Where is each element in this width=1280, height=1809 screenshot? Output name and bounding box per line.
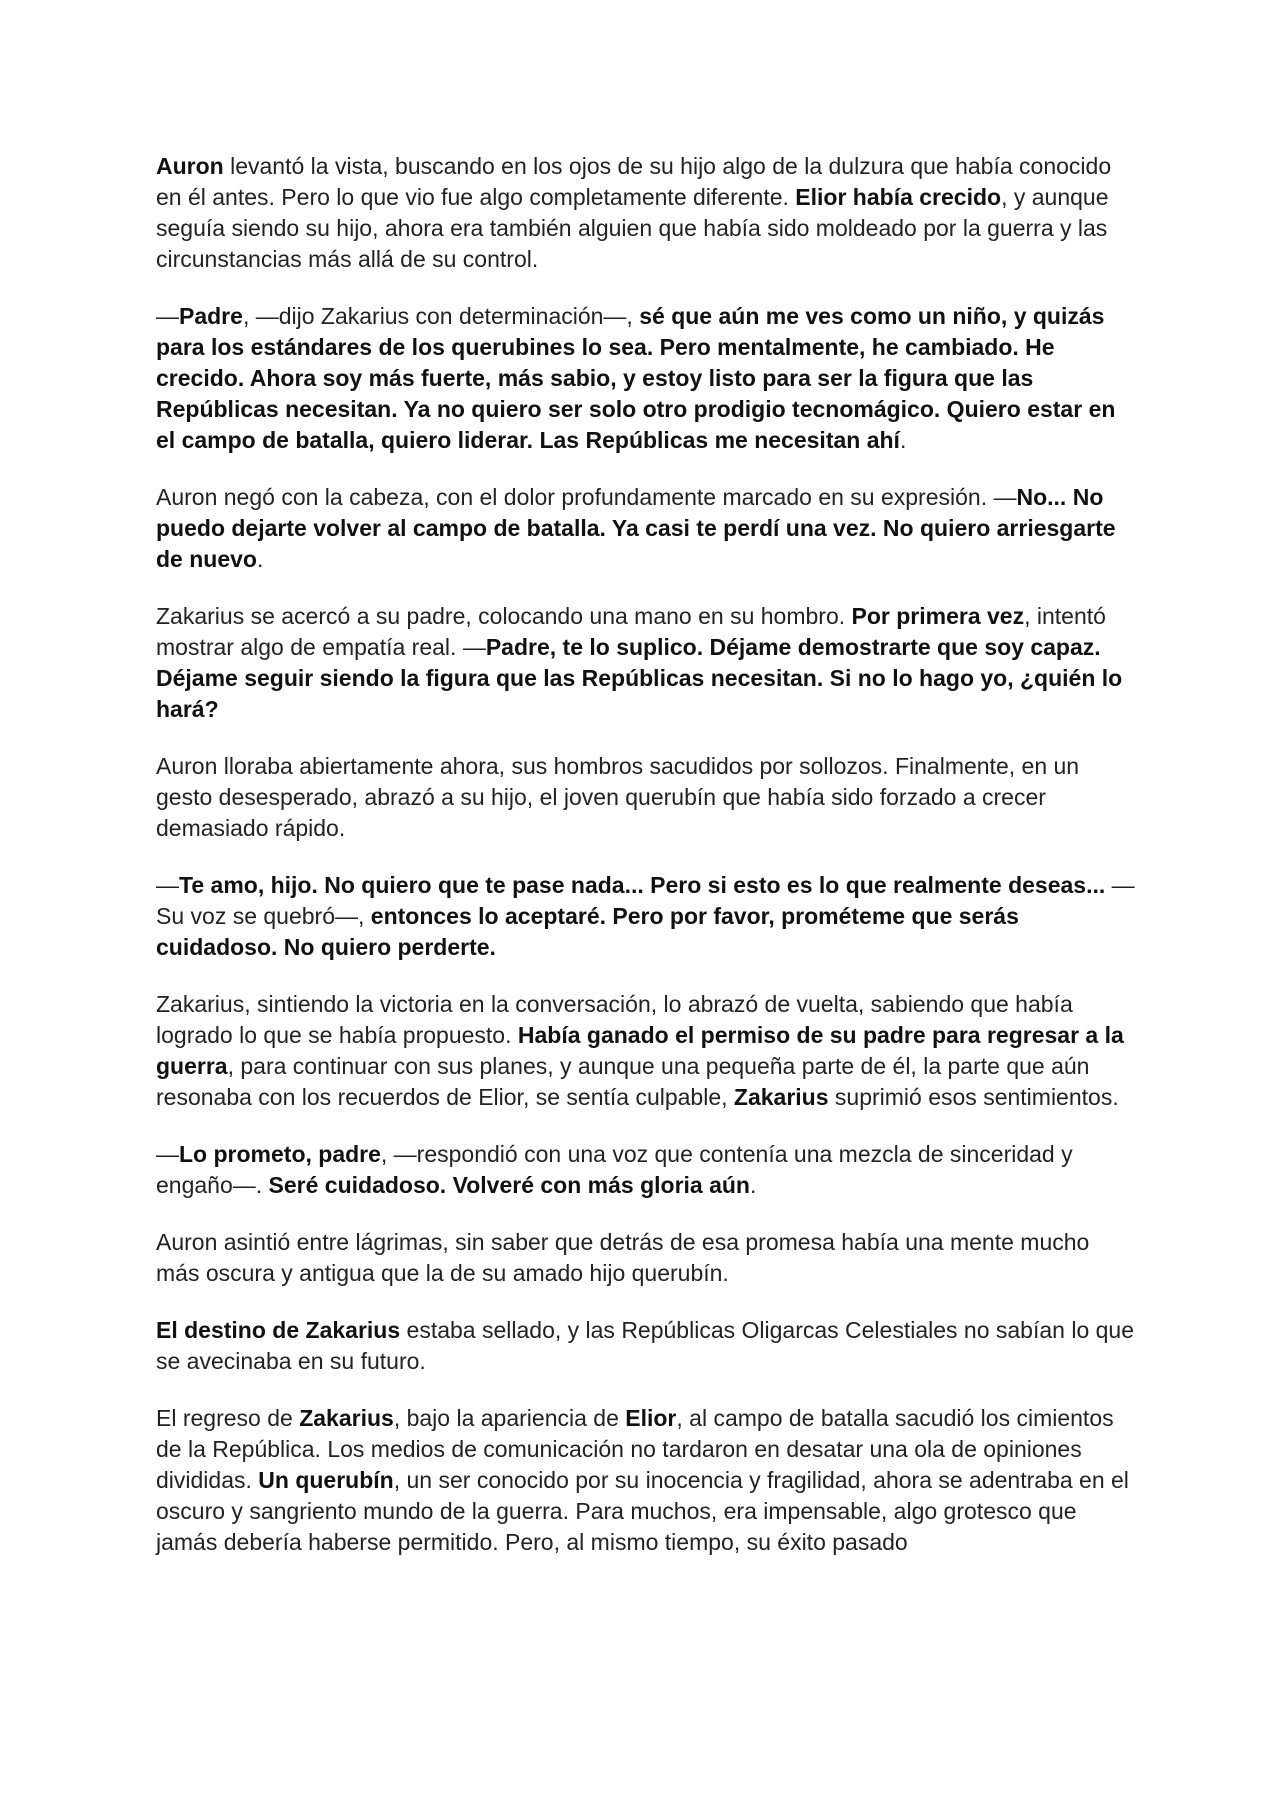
text-run: . (256, 546, 264, 572)
text-run: No... No puedo dejarte volver al campo de batalla. Ya casi te perdí una vez. No quiero arriesgarte de nuevo (156, 484, 1116, 572)
text-run: , para continuar con sus planes, y aunque una pequeña parte de él, la parte que aún resonaba con los recuerdos de Elior, se sentía culpable, (156, 1053, 1090, 1110)
paragraph-8 (156, 1139, 1136, 1201)
paragraph-7 (156, 989, 1136, 1113)
text-run: — (156, 872, 179, 898)
text-run: Auron lloraba abiertamente ahora, sus hombros sacudidos por sollozos. Finalmente, en un gesto desesperado, abrazó a su hijo, el joven querubín que había sido forzado a crecer demasiado rápido. (156, 753, 1080, 841)
text-run: , bajo la apariencia de (393, 1405, 626, 1431)
text-run: , un ser conocido por su inocencia y fragilidad, ahora se adentraba en el oscuro y sangriento mundo de la guerra. Para muchos, era impensable, algo grotesco que jamás debería haberse permitido. Pero, al mismo tiempo, su éxito pasado (156, 1467, 1129, 1555)
paragraph-5 (156, 751, 1136, 844)
document-body (156, 151, 1136, 1584)
text-run: Zakarius (299, 1405, 394, 1431)
text-run: . (899, 427, 907, 453)
paragraph-4 (156, 601, 1136, 725)
text-run: , al campo de batalla sacudió los cimientos de la República. Los medios de comunicación no tardaron en desatar una ola de opiniones divididas. (156, 1405, 1114, 1493)
text-run: Zakarius, sintiendo la victoria en la conversación, lo abrazó de vuelta, sabiendo que había logrado lo que se había propuesto. (156, 991, 1073, 1048)
text-run: Auron negó con la cabeza, con el dolor profundamente marcado en su expresión. — (156, 484, 1017, 510)
text-run: . (749, 1172, 757, 1198)
text-run: Elior (625, 1405, 677, 1431)
text-run: Zakarius se acercó a su padre, colocando una mano en su hombro. (156, 603, 852, 629)
paragraph-6 (156, 870, 1136, 963)
paragraph-11 (156, 1403, 1136, 1558)
paragraph-9 (156, 1227, 1136, 1289)
text-run: sé que aún me ves como un niño, y quizás para los estándares de los querubines lo sea. Pero mentalmente, he cambiado. He crecido. Ahora soy más fuerte, más sabio, y estoy listo para ser la figura que las Repúblicas necesitan. Ya no quiero ser solo otro prodigio tecnomágico. Quiero estar en el campo de batalla, quiero liderar. Las Repúblicas me necesitan ahí (156, 303, 1116, 453)
text-run: —Su voz se quebró—, (156, 872, 1135, 929)
text-run: El destino de Zakarius (156, 1317, 401, 1343)
text-run: Había ganado el permiso de su padre para regresar a la guerra (156, 1022, 1124, 1079)
text-run: Te amo, hijo. No quiero que te pase nada... Pero si esto es lo que realmente deseas... (179, 872, 1106, 898)
paragraph-10 (156, 1315, 1136, 1377)
text-run: — (156, 303, 179, 329)
text-run: suprimió esos sentimientos. (828, 1084, 1119, 1110)
text-run: Zakarius (733, 1084, 829, 1110)
text-run: Seré cuidadoso. Volveré con más gloria aún (268, 1172, 750, 1198)
text-run: — (156, 1141, 179, 1167)
text-run: , —respondió con una voz que contenía una mezcla de sinceridad y engaño—. (156, 1141, 1073, 1198)
text-run: levantó la vista, buscando en los ojos de su hijo algo de la dulzura que había conocido en él antes. Pero lo que vio fue algo completamente diferente. (156, 153, 1112, 210)
paragraph-2 (156, 301, 1136, 456)
text-run: , —dijo Zakarius con determinación—, (242, 303, 640, 329)
text-run: , intentó mostrar algo de empatía real. — (156, 603, 1106, 660)
text-run: Un querubín (258, 1467, 394, 1493)
text-run: Auron asintió entre lágrimas, sin saber que detrás de esa promesa había una mente mucho más oscura y antigua que la de su amado hijo querubín. (156, 1229, 1090, 1286)
text-run: Padre, te lo suplico. Déjame demostrarte que soy capaz. Déjame seguir siendo la figura que las Repúblicas necesitan. Si no lo hago yo, ¿quién lo hará? (156, 634, 1123, 722)
text-run: El regreso de (156, 1405, 300, 1431)
text-run: Auron (156, 153, 224, 179)
text-run: estaba sellado, y las Repúblicas Oligarcas Celestiales no sabían lo que se avecinaba en su futuro. (156, 1317, 1135, 1374)
text-run: Padre (179, 303, 243, 329)
text-run: , y aunque seguía siendo su hijo, ahora era también alguien que había sido moldeado por la guerra y las circunstancias más allá de su control. (156, 184, 1109, 272)
paragraph-3 (156, 482, 1136, 575)
text-run: Lo prometo, padre (179, 1141, 381, 1167)
text-run: entonces lo aceptaré. Pero por favor, prométeme que serás cuidadoso. No quiero perderte. (156, 903, 1019, 960)
text-run: Elior había crecido (795, 184, 1002, 210)
paragraph-1 (156, 151, 1136, 275)
text-run: Por primera vez (851, 603, 1025, 629)
